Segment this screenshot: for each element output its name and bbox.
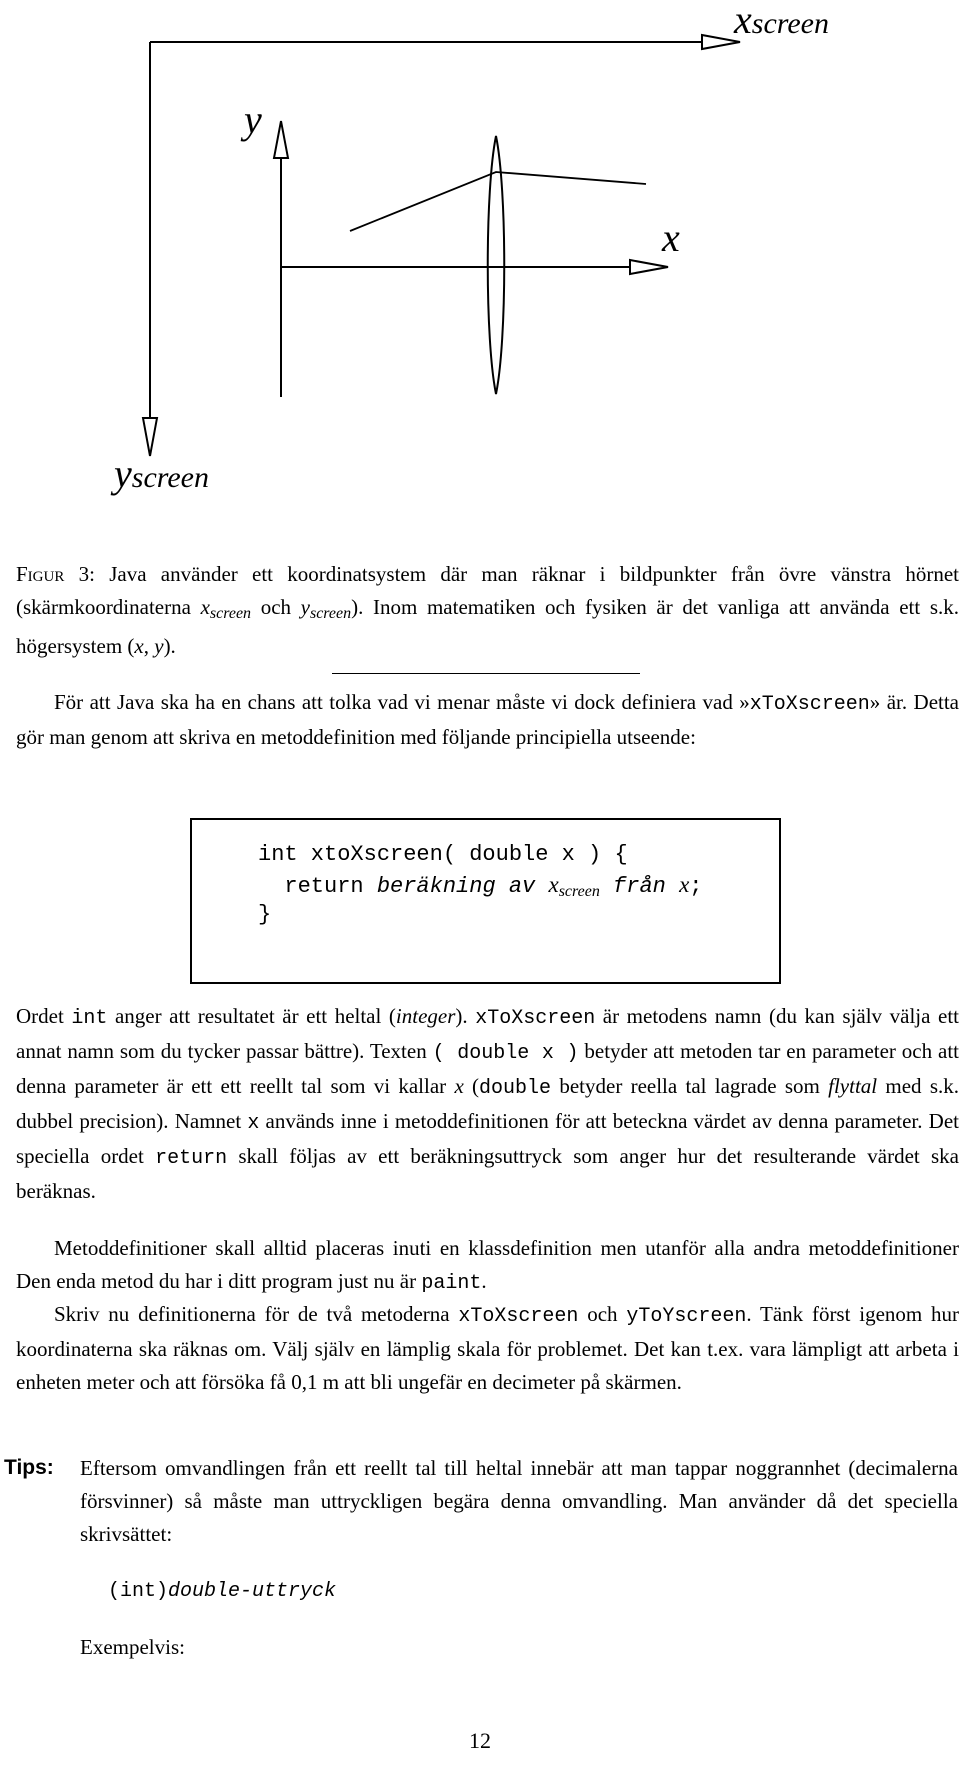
- y-arrow: [274, 121, 288, 158]
- body-paragraph-1: Ordet int anger att resultatet är ett heltal (integer). xToXscreen är metodens namn (du kan själv välja ett annat namn som du tycker passar bättre). Texten ( double x ) betyder att metoden tar en parameter och att denna parameter är ett ett reellt tal som vi kallar x (double betyder reella tal lagrade som flyttal med s.k. dubbel precision). Namnet x används inne i metoddefinitionen för att beteckna värdet av denna parameter. Det speciella ordet return skall följas av ett beräkningsuttryck som anger hur det resulterande värdet ska beräknas.: [16, 1004, 960, 1203]
- code-line-2: return beräkning av $x_{screen}$ från x;: [258, 872, 703, 900]
- code-line-3: }: [258, 902, 272, 927]
- x-label: x: [662, 215, 680, 260]
- caption-divider: [332, 673, 640, 674]
- cast-syntax: (int)double-uttryck: [108, 1580, 337, 1603]
- x-arrow: [630, 260, 668, 274]
- tips-label: Tips:: [4, 1456, 54, 1479]
- page-number: 12: [469, 1728, 491, 1753]
- yscreen-label-sub: screen: [131, 461, 209, 494]
- coordinate-figure: [0, 0, 960, 540]
- body-paragraph-3: Skriv nu definitionerna för de två metoderna xToXscreen och yToYscreen. Tänk först igenom hur koordinaterna ska räknas om. Välj själv en lämplig skala för problemet. Det kan t.ex. vara lämpligt att arbeta i enheten meter och att försöka få 0,1 m att bli ungefär en decimeter på skärmen.: [16, 1302, 959, 1394]
- example-label: Exempelvis:: [80, 1635, 185, 1659]
- y-label: y: [244, 97, 262, 142]
- figure-word: Figur: [16, 562, 65, 586]
- yscreen-label-base: y: [114, 451, 132, 496]
- xscreen-label-sub: screen: [751, 7, 829, 40]
- inline-code: xToXscreen: [749, 693, 870, 716]
- yscreen-label: [114, 451, 209, 496]
- figure-caption: Figur 3: Java använder ett koordinatsystem där man räknar i bildpunkter från övre vänstra hörnet (skärmkoordinaterna $x_{screen}$ och $y_{screen}$). Inom matematiken och fysiken är det vanliga att använda ett s.k. högersystem (x, y).: [16, 562, 960, 658]
- code-line-1: int xtoXscreen( double x ) {: [258, 842, 628, 867]
- code-block: [190, 818, 781, 984]
- tips-text: Eftersom omvandlingen från ett reellt tal till heltal innebär att man tappar noggrannhet (decimalerna försvinner) så måste man uttryckligen begära denna omvandling. Man använder då det speciella skrivsättet:: [80, 1456, 958, 1546]
- body-paragraph-2: Metoddefinitioner skall alltid placeras inuti en klassdefinition men utanför alla andra metoddefinitioner Den enda metod du har i ditt program just nu är paint.: [16, 1236, 959, 1295]
- ray-line: [350, 172, 646, 231]
- yscreen-arrow: [143, 418, 157, 456]
- xscreen-label: [734, 0, 829, 40]
- intro-paragraph: För att Java ska ha en chans att tolka vad vi menar måste vi dock definiera vad »xToXscreen» är. Detta gör man genom att skriva en metoddefinition med följande principiella utseende:: [16, 690, 960, 749]
- xscreen-label-base: x: [734, 0, 752, 42]
